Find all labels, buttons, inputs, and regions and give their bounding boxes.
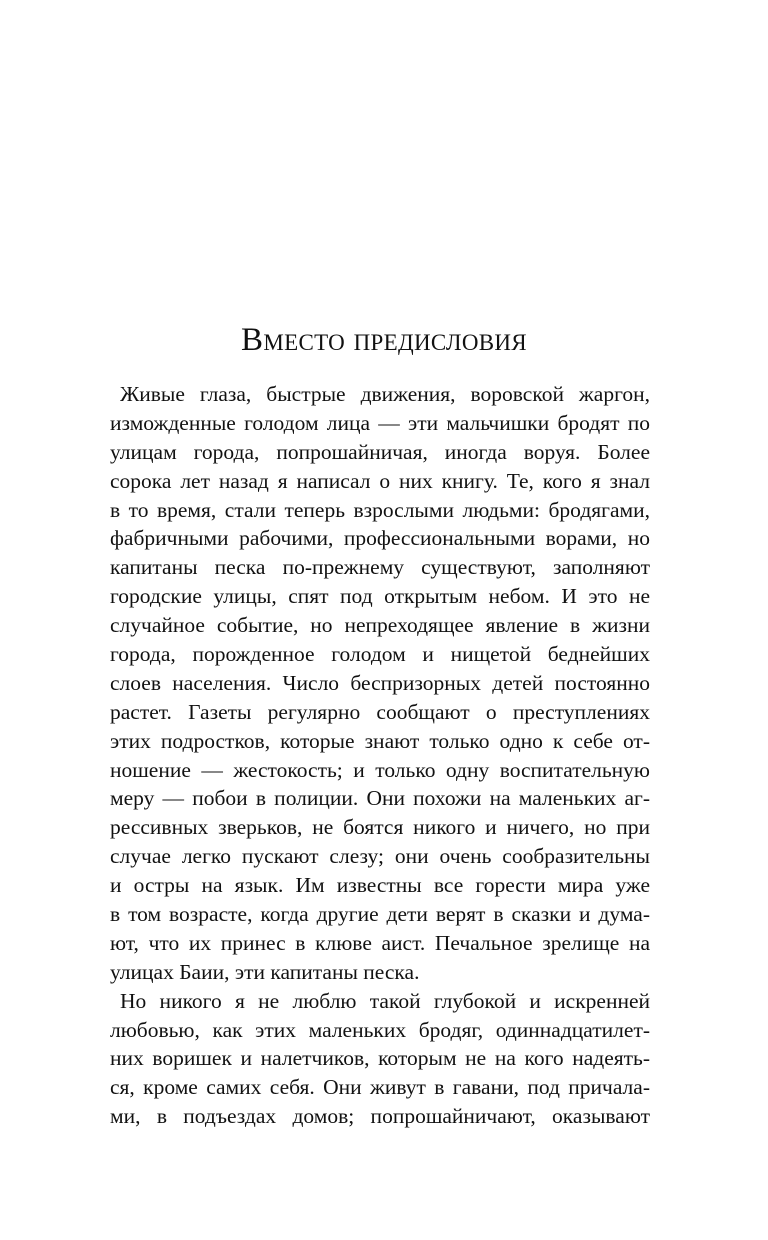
text-line: в то время, стали теперь взрослыми людьми: бродягами, xyxy=(110,497,650,522)
text-line: этих подростков, которые знают только одно к себе от- xyxy=(110,728,650,753)
text-line: улицах Баии, эти капитаны песка. xyxy=(110,959,420,984)
text-line: Но никого я не люблю такой глубокой и искренней xyxy=(120,988,650,1013)
text-line: в том возрасте, когда другие дети верят в сказки и дума- xyxy=(110,902,650,927)
text-line: изможденные голодом лица — эти мальчишки бродят по xyxy=(110,410,650,435)
text-line: рессивных зверьков, не боятся никого и ничего, но при xyxy=(110,815,650,840)
text-line: меру — побои в полиции. Они похожи на маленьких аг- xyxy=(110,786,650,811)
text-line: ношение — жестокость; и только одну воспитательную xyxy=(110,757,650,782)
text-line: капитаны песка по-прежнему существуют, заполняют xyxy=(110,555,650,580)
text-line: слоев населения. Число беспризорных детей постоянно xyxy=(110,670,650,695)
text-line: сорока лет назад я написал о них книгу. Те, кого я знал xyxy=(110,468,650,493)
text-line: фабричными рабочими, профессиональными ворами, но xyxy=(110,526,650,551)
text-line: Живые глаза, быстрые движения, воровской жаргон, xyxy=(120,382,650,406)
text-line: города, порожденное голодом и нищетой беднейших xyxy=(110,642,650,667)
text-line: ся, кроме самих себя. Они живут в гавани, под причала- xyxy=(110,1075,650,1100)
text-line: ют, что их принес в клюве аист. Печальное зрелище на xyxy=(110,930,650,955)
text-line: них воришек и налетчиков, которым не на кого надеять- xyxy=(110,1046,650,1071)
chapter-title: Вместо предисловия xyxy=(241,322,527,358)
text-line: улицам города, попрошайничая, иногда воруя. Более xyxy=(110,439,650,464)
text-line: городские улицы, спят под открытым небом. И это не xyxy=(110,584,650,609)
text-line: случайное событие, но непреходящее явление в жизни xyxy=(110,613,650,638)
text-line: и остры на язык. Им известны все горести мира уже xyxy=(110,873,650,898)
text-line: случае легко пускают слезу; они очень сообразительны xyxy=(110,844,650,869)
text-line: ми, в подъездах домов; попрошайничают, оказывают xyxy=(110,1104,650,1129)
body-text xyxy=(110,380,650,1131)
text-line: любовью, как этих маленьких бродяг, одиннадцатилет- xyxy=(110,1017,650,1042)
text-line: растет. Газеты регулярно сообщают о преступлениях xyxy=(110,699,650,724)
